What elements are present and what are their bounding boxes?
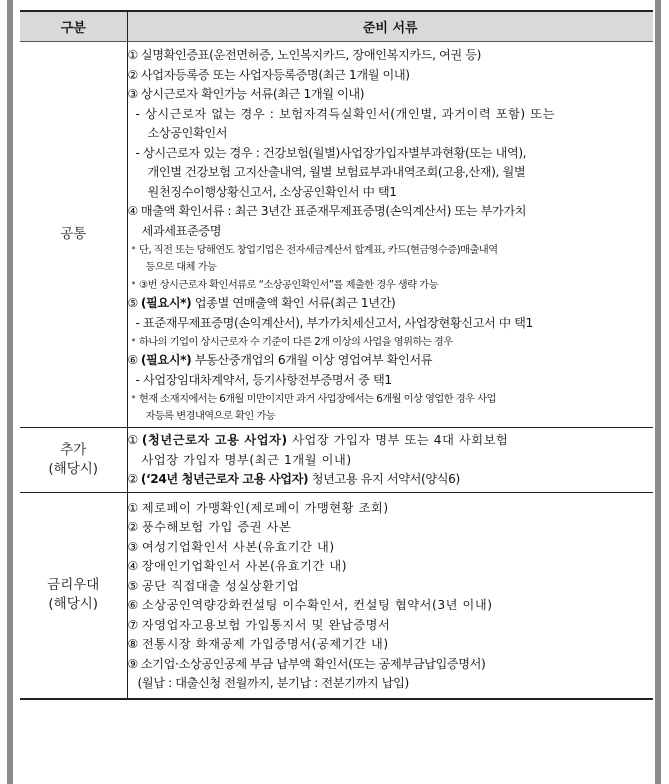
list-item: ① (청년근로자 고용 사업자) 사업장 가입자 명부 또는 4대 사회보험 [127, 433, 509, 447]
list-item: ② 풍수해보험 가입 증권 사본 [127, 520, 292, 534]
list-item: ⑤ (필요시*) 업종별 연매출액 확인 서류(최근 1년간) [127, 296, 396, 310]
sub-item-continuation: 개인별 건강보험 고지산출내역, 월별 보험료부과내역조회(고용,산재), 월별 [147, 165, 526, 179]
sub-item: - 상시근로자 없는 경우 : 보험자격득실확인서(개인별, 과거이력 포함) 또는 [135, 106, 556, 121]
sub-item-continuation: 원천징수이행상황신고서, 소상공인확인서 中 택1 [147, 184, 397, 199]
note: * 하나의 기업이 상시근로자 수 기준이 다른 2개 이상의 사업을 영위하는 경우 [131, 337, 453, 348]
required-documents-table [20, 10, 653, 700]
list-item: ① 실명확인증표(운전면허증, 노인복지카드, 장애인복지카드, 여권 등) [127, 48, 481, 62]
list-item: ⑥ 소상공인역량강화컨설팅 이수확인서, 컨설팅 협약서(3년 이내) [127, 598, 493, 612]
category-label: 금리우대 [47, 577, 100, 593]
right-margin-bar [655, 0, 661, 784]
list-item: ④ 매출액 확인서류 : 최근 3년간 표준재무제표증명(손익계산서) 또는 부가가치 [127, 204, 527, 218]
note: * 현재 소재지에서는 6개월 미만이지만 과거 사업장에서는 6개월 이상 영업한 경우 사업 [131, 394, 496, 405]
table-header-row [20, 11, 653, 42]
table-row-common [20, 42, 653, 428]
list-item: ③ 여성기업확인서 사본(유효기간 내) [127, 539, 335, 554]
list-item: ② (‘24년 청년근로자 고용 사업자) 청년고용 유지 서약서(양식6) [127, 472, 460, 486]
list-item: ③ 상시근로자 확인가능 서류(최근 1개월 이내) [127, 87, 365, 101]
list-item: ⑧ 전통시장 화재공제 가입증명서(공제기간 내) [127, 637, 389, 651]
note: * 단, 직전 또는 당해연도 창업기업은 전자세금계산서 합계표, 카드(현금영수증)매출내역 [131, 245, 498, 256]
documents-extra [127, 428, 653, 493]
header-documents: 준비 서류 [127, 11, 653, 42]
list-item: ⑨ 소기업·소상공인공제 부금 납부액 확인서(또는 공제부금납입증명서) [127, 656, 486, 671]
documents-common [127, 42, 653, 428]
category-label: 공통 [60, 226, 87, 242]
list-item: ⑥ (필요시*) 부동산중개업의 6개월 이상 영업여부 확인서류 [127, 353, 433, 367]
category-sublabel: (해당시) [48, 460, 99, 477]
table-row-extra [20, 428, 653, 493]
list-item: ⑤ 공단 직접대출 성실상환기업 [127, 578, 300, 593]
list-item: ④ 장애인기업확인서 사본(유효기간 내) [127, 559, 348, 573]
asterisk-icon: * [131, 280, 135, 289]
sub-item: - 사업장임대차계약서, 등기사항전부증명서 중 택1 [135, 372, 392, 387]
table-row-rate-preference [20, 492, 653, 699]
asterisk-icon: * [131, 394, 135, 403]
note-continuation: 등으로 대체 가능 [145, 262, 217, 273]
list-item-continuation: 사업장 가입자 명부(최근 1개월 이내) [141, 452, 352, 467]
list-item: ① 제로페이 가맹확인(제로페이 가맹현황 조회) [127, 500, 389, 515]
note-continuation: 자등록 변경내역으로 확인 가능 [145, 411, 276, 422]
category-label: 추가 [60, 441, 87, 458]
note: * ③번 상시근로자 확인서류로 “소상공인확인서”를 제출한 경우 생략 가능 [131, 280, 438, 291]
list-item: ⑦ 자영업자고용보험 가입통지서 및 완납증명서 [127, 617, 391, 632]
category-sublabel: (해당시) [48, 596, 99, 612]
sub-item-continuation: 소상공인확인서 [147, 126, 228, 140]
left-margin-bar [7, 0, 13, 784]
documents-rate-preference [127, 492, 653, 699]
asterisk-icon: * [131, 337, 135, 346]
list-item-continuation: (월납 : 대출신청 전월까지, 분기납 : 전분기까지 납입) [137, 676, 409, 690]
asterisk-icon: * [131, 245, 135, 254]
category-rate-preference [20, 492, 127, 699]
header-category: 구분 [20, 11, 127, 42]
list-item-continuation: 세과세표준증명 [141, 223, 222, 238]
category-extra [20, 428, 127, 493]
list-item: ② 사업자등록증 또는 사업자등록증명(최근 1개월 이내) [127, 67, 410, 82]
sub-item: - 상시근로자 있는 경우 : 건강보험(월별)사업장가입자별부과현황(또는 내역), [135, 145, 527, 160]
category-common [20, 42, 127, 428]
sub-item: - 표준재무제표증명(손익계산서), 부가가치세신고서, 사업장현황신고서 中 택1 [135, 315, 533, 330]
